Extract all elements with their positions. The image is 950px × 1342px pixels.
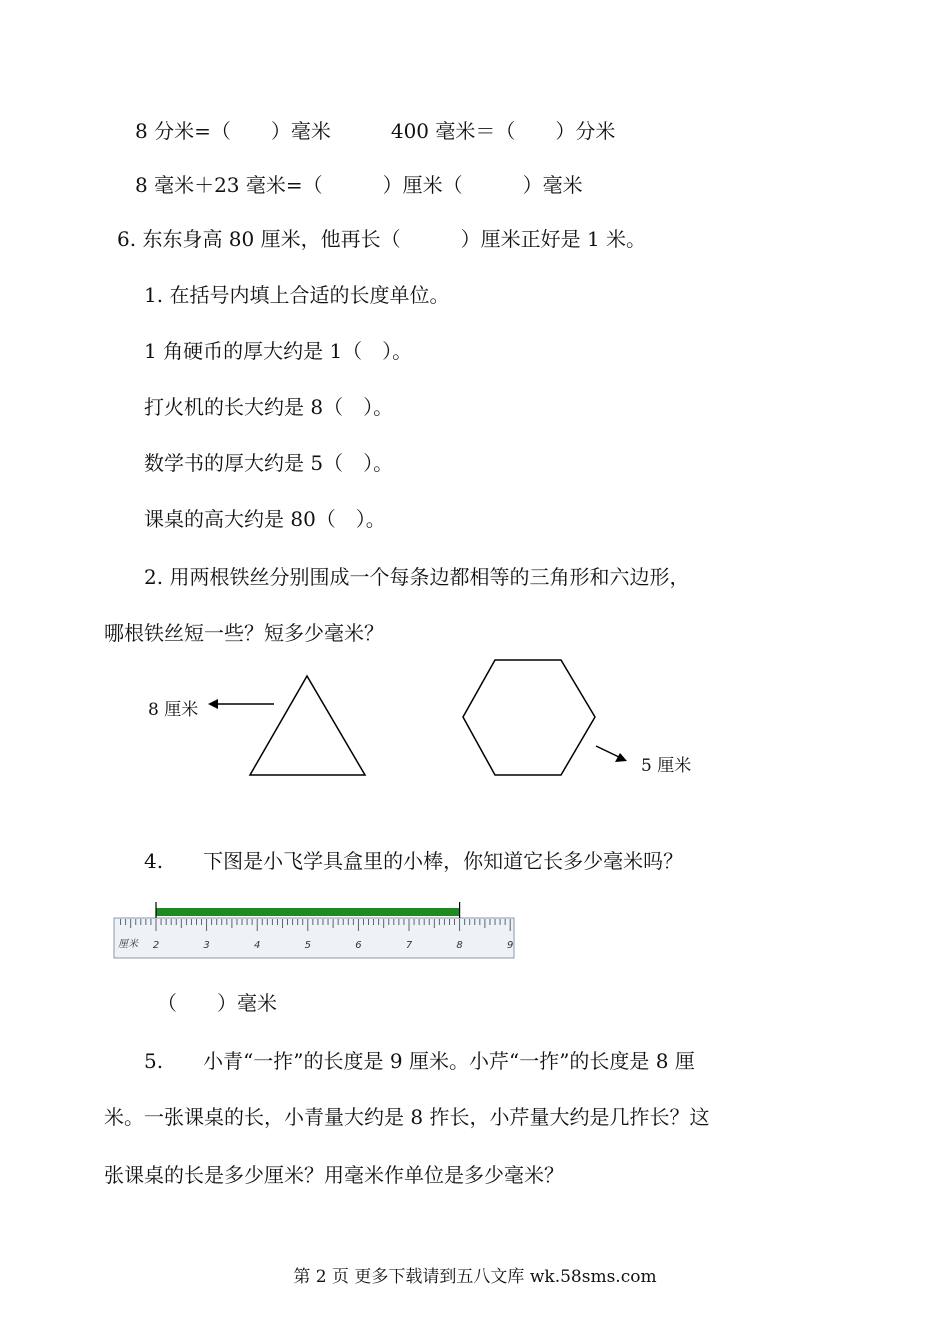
hexagon-shape [463,660,595,775]
ruler-body [114,918,514,958]
ruler-number: 8 [456,940,463,951]
green-stick [156,908,460,916]
question-6: 6. 东东身高 80 厘米，他再长（ ）厘米正好是 1 米。 [117,227,647,251]
ruler-number: 5 [304,940,311,951]
question-1-item-lighter: 打火机的长大约是 8（ ）。 [144,395,394,419]
question-5-line-2: 米。一张课桌的长，小青量大约是 8 拃长，小芹量大约是几拃长？这 [104,1105,710,1129]
ruler-number: 2 [152,940,160,951]
ruler-number: 7 [405,940,413,951]
question-2-line-2: 哪根铁丝短一些？短多少毫米？ [104,621,384,645]
ruler-unit-label: 厘米 [118,939,138,950]
ruler-number: 6 [355,940,362,951]
conversion-line-2: 8 毫米＋23 毫米=（ ）厘米（ ）毫米 [135,173,583,197]
page-footer: 第 2 页 更多下载请到五八文库 wk.58sms.com [293,1267,657,1287]
question-5-line-1: 5. 小青“一拃”的长度是 9 厘米。小芹“一拃”的长度是 8 厘 [144,1049,695,1073]
ruler-number: 9 [507,940,514,951]
hexagon-side-label: 5 厘米 [641,756,692,776]
ruler-number: 4 [254,940,261,951]
hexagon-arrow-line [596,746,621,758]
question-1-item-desk: 课桌的高大约是 80（ ）。 [144,507,386,531]
question-1-title: 1. 在括号内填上合适的长度单位。 [144,283,450,307]
hexagon-arrow-head [615,753,627,762]
triangle-shape [250,676,365,775]
question-4-answer: （ ）毫米 [157,991,277,1015]
question-5-line-3: 张课桌的长是多少厘米？用毫米作单位是多少毫米？ [104,1163,564,1187]
ruler-figure [112,898,516,962]
ruler-number: 3 [203,940,210,951]
question-4: 4. 下图是小飞学具盒里的小棒，你知道它长多少毫米吗？ [144,849,684,873]
triangle-arrow-head [208,699,218,709]
question-1-item-coin: 1 角硬币的厚大约是 1（ ）。 [144,339,413,363]
conversion-line-1: 8 分米=（ ）毫米 400 毫米＝（ ）分米 [135,119,616,143]
question-2-line-1: 2. 用两根铁丝分别围成一个每条边都相等的三角形和六边形， [144,565,690,589]
triangle-side-label: 8 厘米 [148,700,199,720]
question-1-item-book: 数学书的厚大约是 5（ ）。 [144,451,394,475]
